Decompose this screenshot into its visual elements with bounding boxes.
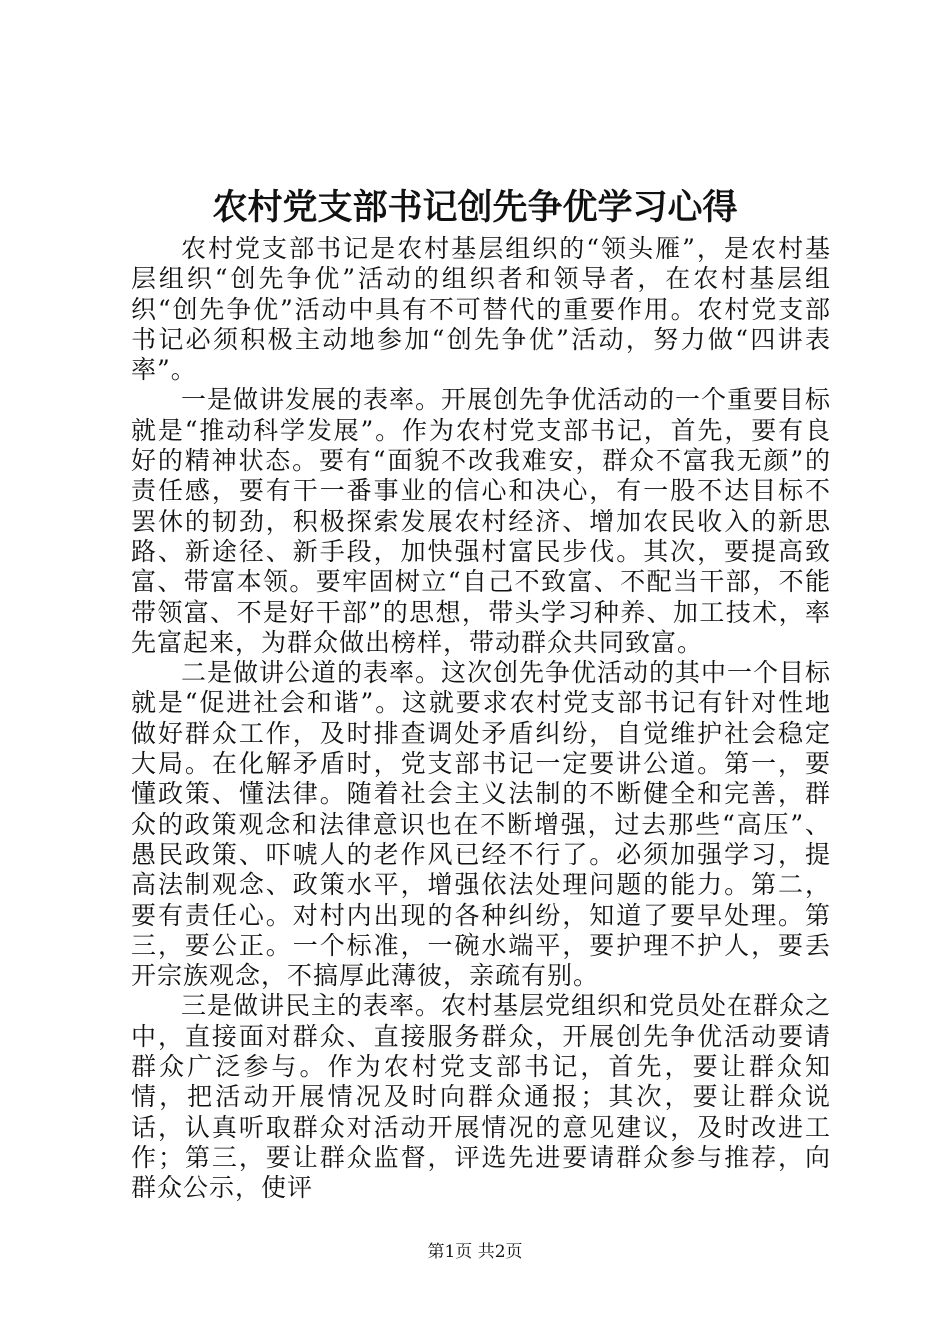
paragraph-development: 一是做讲发展的表率。开展创先争优活动的一个重要目标就是“推动科学发展”。作为农村党支部书记，首先，要有良好的精神状态。要有“面貌不改我难安，群众不富我无颜”的责任感，要有干一番事业的信心和决心，有一股不达目标不罢休的韧劲，积极探索发展农村经济、增加农民收入的新思路、新途径、新手段，加快强村富民步伐。其次，要提高致富、带富本领。要牢固树立“自己不致富、不配当干部，不能带领富、不是好干部”的思想，带头学习种养、加工技术，率先富起来，为群众做出榜样，带动群众共同致富。 (131, 385, 832, 657)
paragraph-democracy: 三是做讲民主的表率。农村基层党组织和党员处在群众之中，直接面对群众、直接服务群众，开展创先争优活动要请群众广泛参与。作为农村党支部书记，首先，要让群众知情，把活动开展情况及时向群众通报；其次，要让群众说话，认真听取群众对活动开展情况的意见建议，及时改进工作；第三，要让群众监督，评选先进要请群众参与推荐，向群众公示，使评 (131, 991, 832, 1203)
document-title: 农村党支部书记创先争优学习心得 (212, 187, 738, 228)
paragraph-fairness: 二是做讲公道的表率。这次创先争优活动的其中一个目标就是“促进社会和谐”。这就要求农村党支部书记有针对性地做好群众工作，及时排查调处矛盾纠纷，自觉维护社会稳定大局。在化解矛盾时，党支部书记一定要讲公道。第一，要懂政策、懂法律。随着社会主义法制的不断健全和完善，群众的政策观念和法律意识也在不断增强，过去那些“高压”、愚民政策、吓唬人的老作风已经不行了。必须加强学习，提高法制观念、政策水平，增强依法处理问题的能力。第二，要有责任心。对村内出现的各种纠纷，知道了要早处理。第三，要公正。一个标准，一碗水端平，要护理不护人，要丢开宗族观念，不搞厚此薄彼，亲疏有别。 (131, 658, 832, 991)
paragraph-intro: 农村党支部书记是农村基层组织的“领头雁”，是农村基层组织“创先争优”活动的组织者和领导者，在农村基层组织“创先争优”活动中具有不可替代的重要作用。农村党支部书记必须积极主动地参加“创先争优”活动，努力做“四讲表率”。 (131, 234, 831, 385)
page-number-footer: 第1页 共2页 (427, 1242, 523, 1262)
document-body (131, 234, 831, 1204)
